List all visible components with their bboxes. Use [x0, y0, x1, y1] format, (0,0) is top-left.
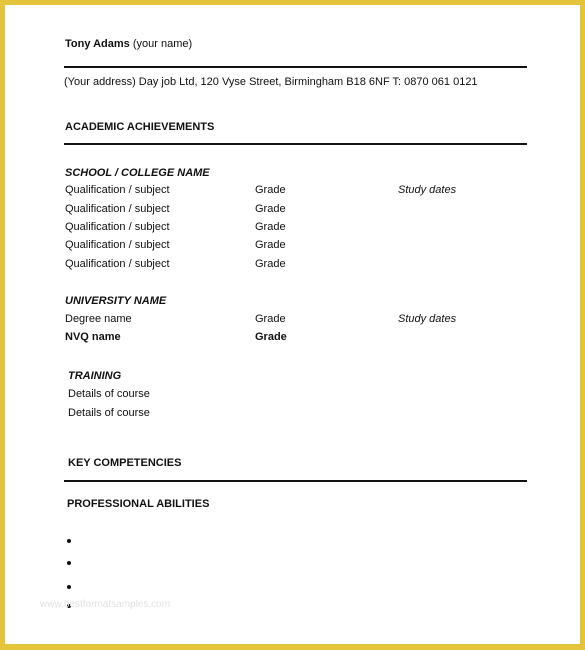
training-item: Details of course [68, 407, 150, 419]
training-title: TRAINING [68, 370, 122, 382]
school-subject: Qualification / subject [65, 239, 170, 251]
name-note: (your name) [132, 38, 193, 50]
training-item: Details of course [68, 388, 150, 400]
university-title: UNIVERSITY NAME [65, 295, 167, 307]
school-grade: Grade [255, 203, 286, 215]
academic-heading: ACADEMIC ACHIEVEMENTS [65, 121, 215, 133]
school-grade: Grade [255, 184, 286, 196]
watermark: www.bestformatsamples.com [40, 599, 171, 610]
key-competencies-heading: KEY COMPETENCIES [68, 457, 182, 469]
address-line: (Your address) Day job Ltd, 120 Vyse Street, Birmingham B18 6NF T: 0870 061 0121 [64, 76, 478, 88]
university-subject: NVQ name [65, 331, 121, 343]
school-grade: Grade [255, 258, 286, 270]
school-subject: Qualification / subject [65, 258, 170, 270]
school-grade: Grade [255, 239, 286, 251]
university-grade: Grade [255, 313, 286, 325]
school-title: SCHOOL / COLLEGE NAME [65, 167, 210, 179]
professional-abilities-heading: PROFESSIONAL ABILITIES [67, 498, 210, 510]
university-grade: Grade [255, 331, 287, 343]
school-study-dates: Study dates [398, 184, 457, 196]
school-grade: Grade [255, 221, 286, 233]
university-study-dates: Study dates [398, 313, 457, 325]
school-subject: Qualification / subject [65, 184, 170, 196]
university-subject: Degree name [65, 313, 132, 325]
candidate-name: Tony Adams [65, 38, 130, 50]
school-subject: Qualification / subject [65, 221, 170, 233]
school-subject: Qualification / subject [65, 203, 170, 215]
